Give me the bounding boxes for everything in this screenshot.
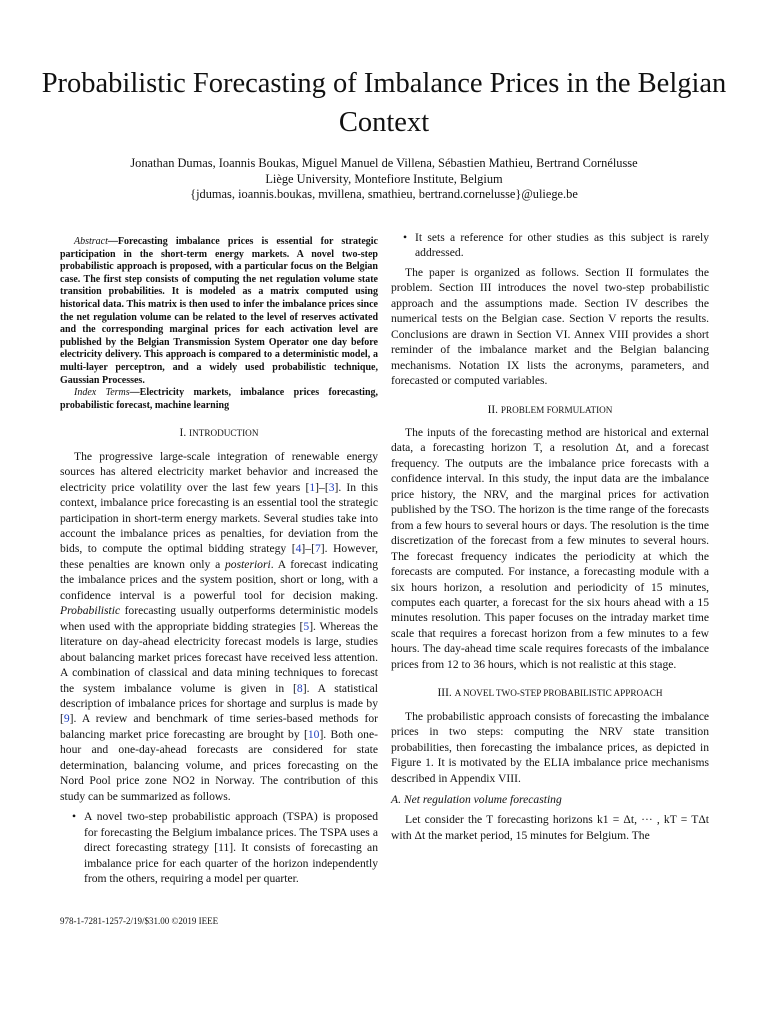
- section-heading-problem-formulation: II. PROBLEM FORMULATION: [487, 403, 613, 416]
- left-column: [60, 236, 378, 886]
- paper-title: Probabilistic Forecasting of Imbalance Prices in the Belgian Context: [41, 68, 727, 138]
- index-terms-text: —Electricity markets, imbalance prices forecasting, probabilistic forecast, machine learning: [60, 387, 379, 411]
- abstract-label: Abstract: [74, 236, 108, 247]
- right-column: [391, 231, 709, 843]
- author-block: [0, 156, 768, 203]
- contribution-list-continued: [391, 230, 709, 261]
- copyright-footer: 978-1-7281-1257-2/19/$31.00 ©2019 IEEE: [60, 916, 219, 926]
- nrv-paragraph: Let consider the T forecasting horizons k1 = Δt, ··· , kT = TΔt with Δt the market period, 15 minutes for Belgium. The: [391, 813, 709, 842]
- author-list: Jonathan Dumas, Ioannis Boukas, Miguel Manuel de Villena, Sébastien Mathieu, Bertrand Cornélusse: [130, 156, 638, 170]
- abstract-text: —Forecasting imbalance prices is essential for strategic participation in the short-term energy markets. A novel two-step probabilistic approach is proposed, with a particular focus on the Belgian case. The first step consists of computing the net regulation volume state transition probabilities. It is modeled as a matrix computed using historical data. This matrix is then used to infer the imbalance prices since the net regulation volume can be related to the level of reserves activated and the corresponding marginal prices for each activation level are published by the Belgian Transmission System Operator one day before electricity delivery. This approach is compared to a deterministic model, a multi-layer perceptron, and a widely used probabilistic technique, Gaussian Processes.: [60, 236, 378, 386]
- section-heading-introduction: I. INTRODUCTION: [179, 427, 259, 440]
- affiliation: Liège University, Montefiore Institute, Belgium: [265, 171, 503, 186]
- subsection-heading: A. Net regulation volume forecasting: [391, 792, 562, 806]
- approach-paragraph: The probabilistic approach consists of forecasting the imbalance prices in two steps: computing the NRV state transition probabilities, then forecasting the imbalance prices, as depicted in Figure 1. It is motivated by the ELIA imbalance price mechanisms described in Appendix VIII.: [391, 709, 709, 785]
- contribution-list: [60, 809, 378, 886]
- intro-paragraph: The progressive large-scale integration of renewable energy sources has altered electricity market behavior and increased the electricity price volatility over the last few years [1]–[3]. In this context, imbalance price forecasting is an essential tool the strategic participation in short-term energy markets. Several studies take into account the imbalance prices as penalties, for deviation from the bids, to compute the optimal bidding strategy [4]–[7]. However, these penalties are known only a posteriori. A forecast indicating the imbalance prices and the system position, short or long, with a confidence interval is a powerful tool for decision making. Probabilistic forecasting usually outperforms deterministic models when used with the appropriate bidding strategies [5]. Whereas the literature on day-ahead electricity forecast models is large, studies about balancing market prices forecast have received less attention. A combination of classical and data mining techniques to forecast the system imbalance volume is given in [8]. A statistical description of imbalance prices for shortage and surplus is made by [9]. A review and benchmark of time series-based methods for balancing market price forecasting are brought by [10]. Both one-hour and one-day-ahead forecasts are considered for state determination, balancing volume, and prices forecasting on the Nord Pool price zone NO2 in Norway. The contribution of this study can be summarized as follows.: [60, 449, 379, 803]
- list-item: • A novel two-step probabilistic approach (TSPA) is proposed for forecasting the Belgium imbalance prices. The TSPA uses a direct forecasting strategy [11]. It consists of forecasting an imbalance price for each quarter of the horizon independently from the others, requiring a model per quarter.: [60, 809, 378, 886]
- list-item: • It sets a reference for other studies as this subject is rarely addressed.: [391, 230, 709, 261]
- problem-paragraph: The inputs of the forecasting method are historical and external data, a forecasting horizon T, a resolution Δt, and a forecast frequency. The outputs are the imbalance price forecasts with a confidence interval. In this study, the input data are the imbalance price history, the NRV, and the marginal prices for activation published by the TSO. The horizon is the time range of the forecasts from a few hours to several hours or days. The resolution is the time discretization of the forecast from a few minutes to several hours. The forecast frequency indicates the periodicity at which the forecasts are computed. For instance, a forecasting module with a six hours horizon, a resolution and periodicity of 15 minutes, computes each quarter, a forecast for the six hours ahead with a 15 minutes resolution. This paper focuses on the intraday market time scale that requires a forecast horizon from a few minutes to a few hours. The day-ahead time scale requires forecasts of the imbalance prices from 12 to 36 hours, which is not realistic at this stage.: [391, 425, 709, 671]
- section-heading-approach: III. A NOVEL TWO-STEP PROBABILISTIC APPROACH: [437, 687, 663, 700]
- index-terms: [60, 387, 378, 412]
- email-list: {jdumas, ioannis.boukas, mvillena, smathieu, bertrand.cornelusse}@uliege.be: [190, 187, 578, 201]
- organization-paragraph: The paper is organized as follows. Section II formulates the problem. Section III introduces the novel two-step probabilistic approach and the assumptions made. Section IV describes the numerical tests on the Belgian case. Section V reports the results. Conclusions are drawn in Section VI. Annex VIII provides a short reminder of the imbalance market and the Belgian balancing mechanisms. Notation IX lists the acronyms, parameters, and forecasted or computed variables.: [391, 265, 709, 388]
- index-terms-label: Index Terms: [74, 387, 130, 399]
- abstract: [60, 236, 378, 387]
